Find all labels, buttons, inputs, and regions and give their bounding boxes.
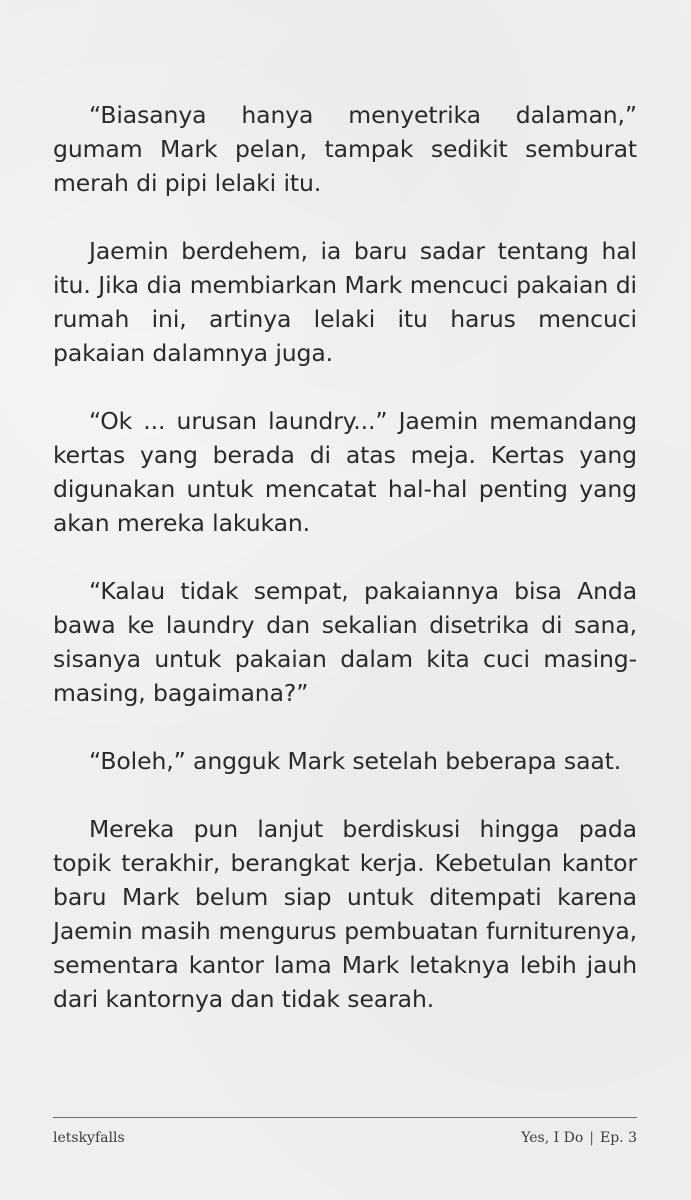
page-footer: [53, 1117, 637, 1146]
paragraph: Mereka pun lanjut berdiskusi hingga pada topik terakhir, berangkat kerja. Kebetulan kantor baru Mark belum siap untuk ditempati karena Jaemin masih mengurus pembuatan furniturenya, sementara kantor lama Mark letaknya lebih jauh dari kantornya dan tidak searah.: [53, 815, 637, 1013]
story-text: [53, 98, 637, 1050]
paragraph: “Boleh,” angguk Mark setelah beberapa saat.: [89, 747, 622, 775]
story-info: [521, 1130, 637, 1146]
footer-row: [53, 1130, 637, 1146]
paragraph: “Ok ... urusan laundry...” Jaemin memandang kertas yang berada di atas meja. Kertas yang digunakan untuk mencatat hal-hal penting yang akan mereka lakukan.: [53, 407, 637, 537]
paragraph: “Biasanya hanya menyetrika dalaman,” gumam Mark pelan, tampak sedikit semburat merah di pipi lelaki itu.: [53, 101, 637, 197]
separator: |: [589, 1130, 594, 1146]
paragraph: Jaemin berdehem, ia baru sadar tentang hal itu. Jika dia membiarkan Mark mencuci pakaian di rumah ini, artinya lelaki itu harus mencuci pakaian dalamnya juga.: [53, 237, 637, 367]
footer-divider: [53, 1117, 637, 1118]
episode-label: Ep. 3: [600, 1130, 637, 1146]
story-title: Yes, I Do: [521, 1130, 584, 1146]
paragraph: “Kalau tidak sempat, pakaiannya bisa Anda bawa ke laundry dan sekalian disetrika di sana, sisanya untuk pakaian dalam kita cuci masing-masing, bagaimana?”: [53, 577, 637, 707]
author-name: letskyfalls: [53, 1130, 125, 1146]
